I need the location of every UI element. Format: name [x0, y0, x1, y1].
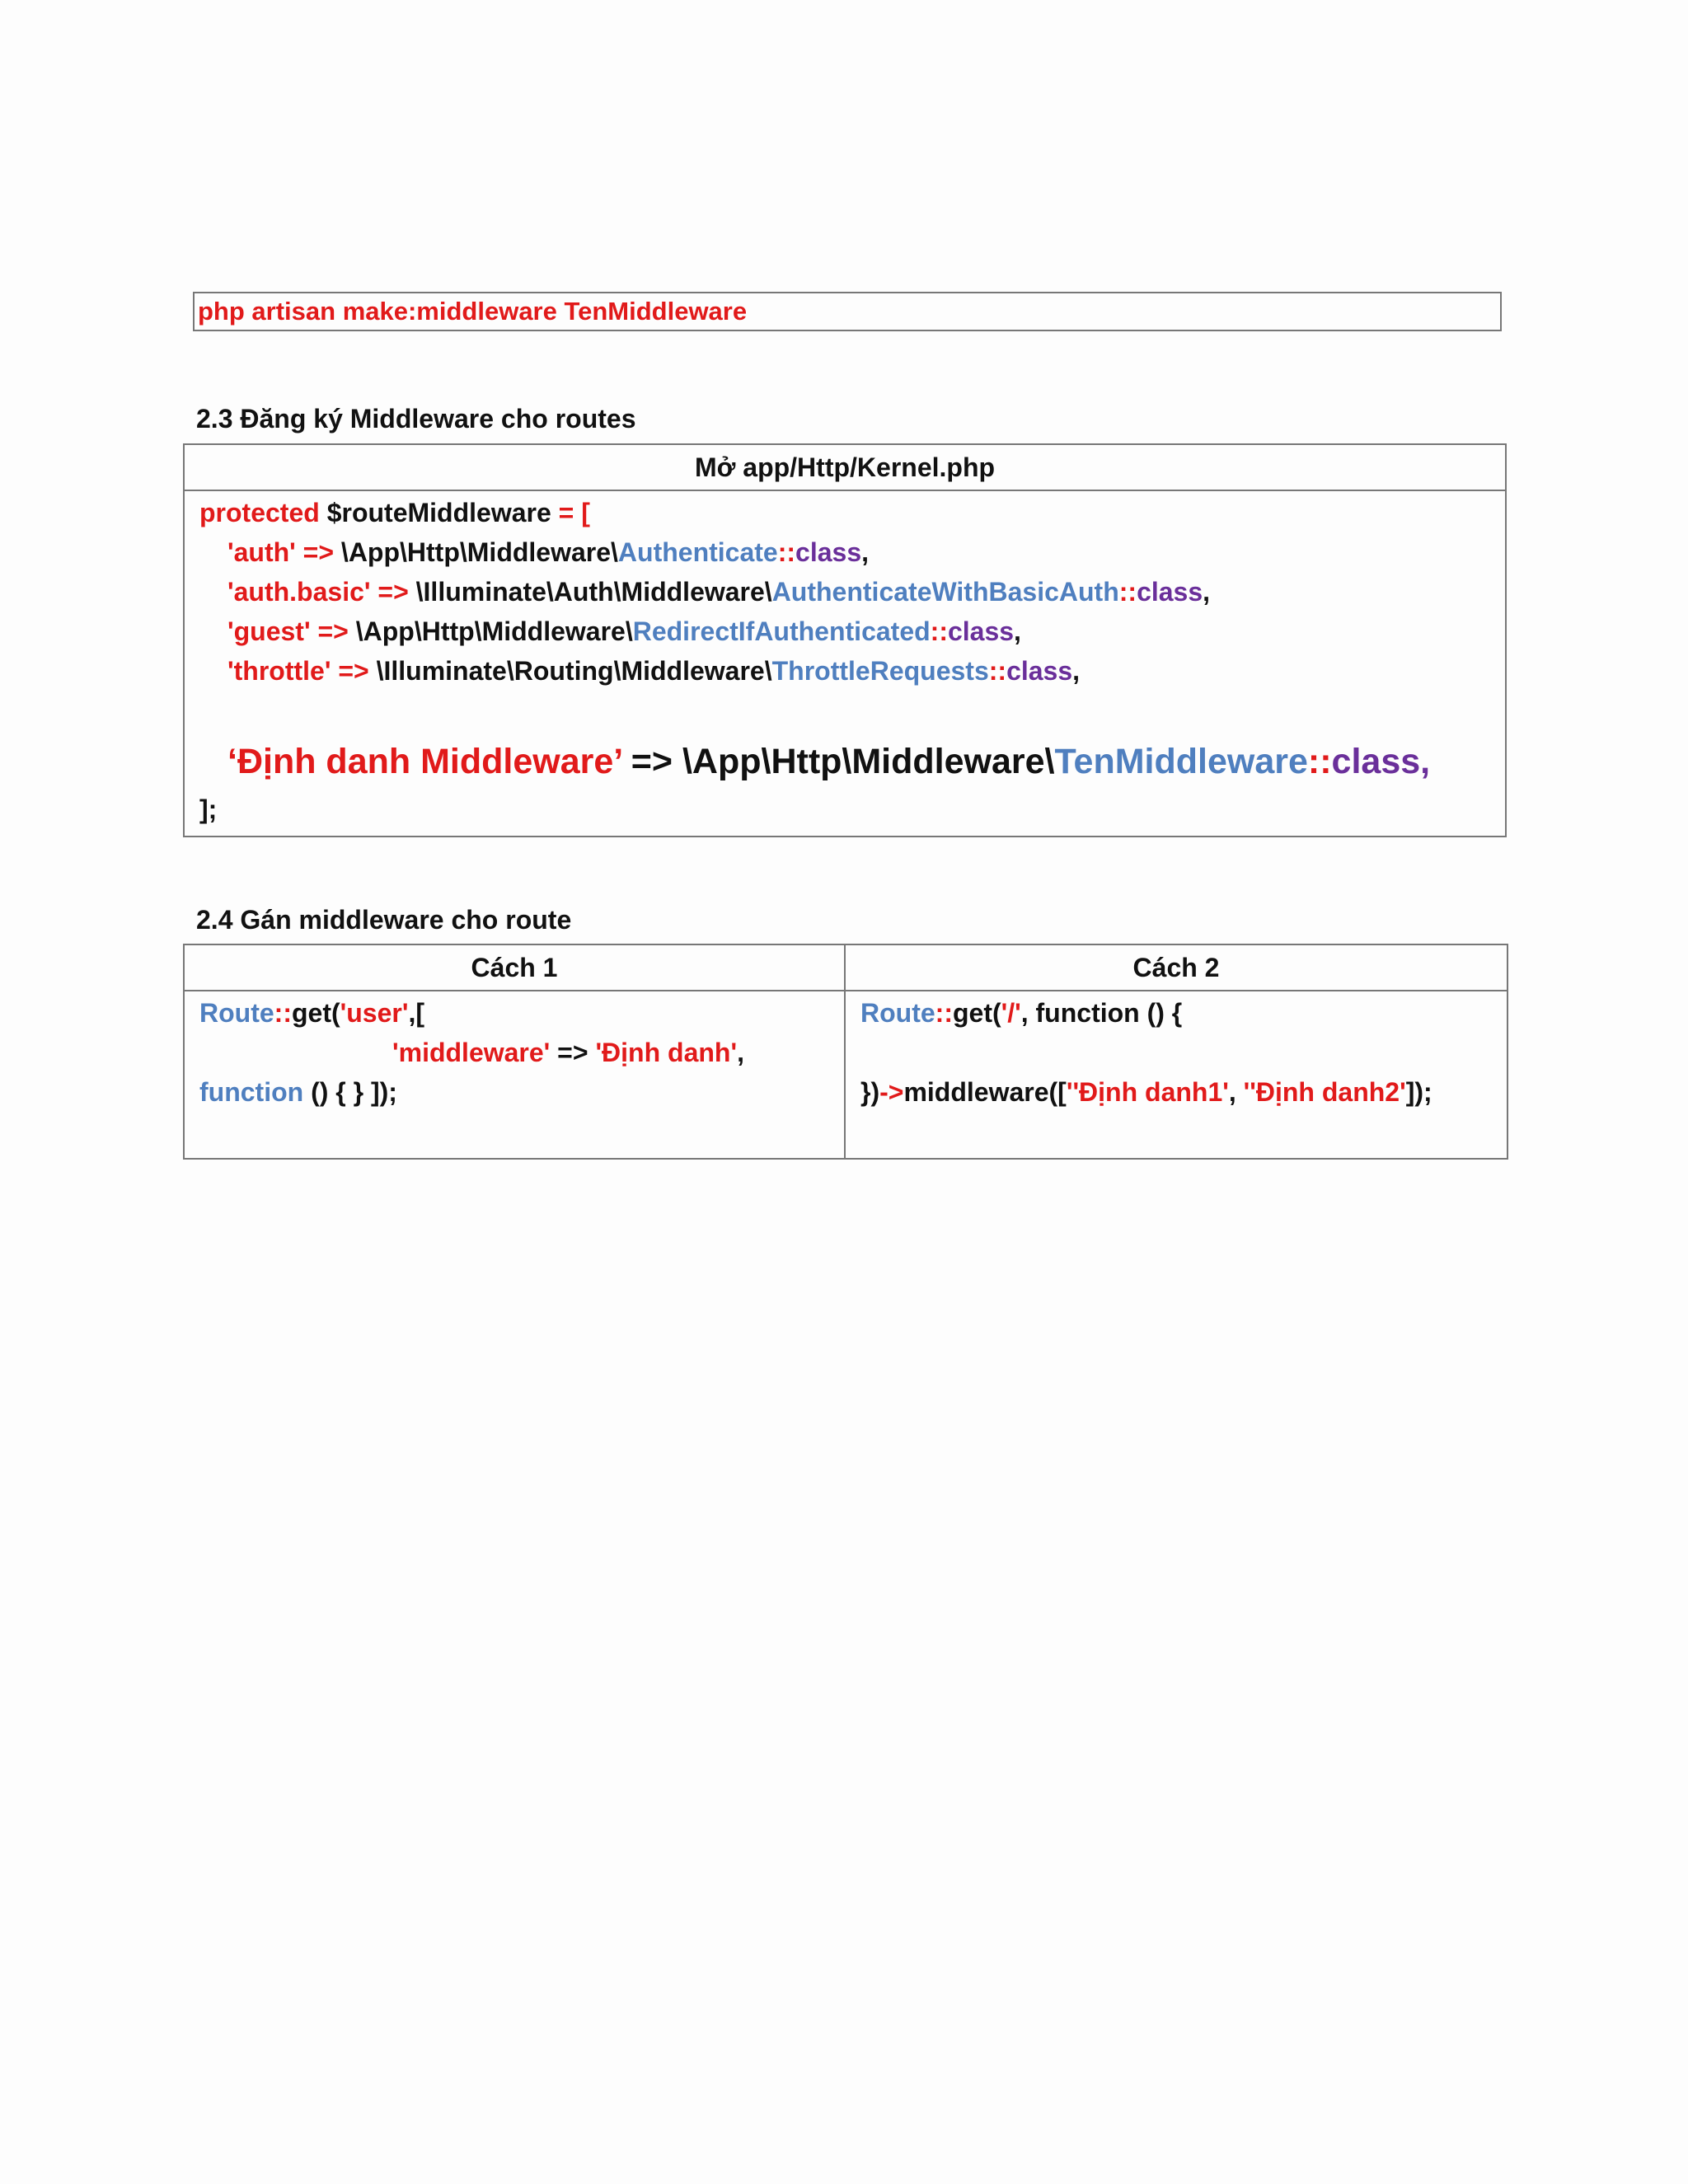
route-middleware-declaration: protected $routeMiddleware = [ [199, 498, 590, 527]
artisan-command: php artisan make:middleware TenMiddleware [198, 297, 748, 326]
cach-1-line-1: Route::get('user',[ [199, 998, 424, 1028]
middleware-entry-guest: 'guest' => \App\Http\Middleware\RedirectIfAuthenticated::class, [227, 616, 1021, 646]
section-heading-2-4: 2.4 Gán middleware cho route [196, 905, 572, 935]
cach-2-code-cell [845, 991, 1507, 1159]
col-header-cach-1: Cách 1 [184, 944, 845, 991]
middleware-entry-throttle: 'throttle' => \Illuminate\Routing\Middleware\ThrottleRequests::class, [227, 656, 1081, 686]
kernel-table-header: Mở app/Http/Kernel.php [184, 444, 1506, 490]
middleware-entry-auth: 'auth' => \App\Http\Middleware\Authenticate::class, [227, 537, 869, 567]
section-heading-2-3: 2.3 Đăng ký Middleware cho routes [196, 404, 636, 434]
array-closing: ]; [199, 794, 218, 824]
middleware-entry-auth-basic: 'auth.basic' => \Illuminate\Auth\Middleware\AuthenticateWithBasicAuth::class, [227, 577, 1211, 607]
cach-1-line-2: 'middleware' => 'Định danh', [392, 1038, 744, 1067]
cach-1-code-cell [184, 991, 845, 1159]
kernel-code-cell [184, 490, 1506, 837]
middleware-entry-custom: ‘Định danh Middleware’ => \App\Http\Middleware\TenMiddleware::class, [227, 742, 1431, 781]
col-header-cach-2: Cách 2 [845, 944, 1507, 991]
cach-1-line-3: function () { } ]); [199, 1077, 397, 1107]
kernel-table [183, 443, 1507, 837]
cach-2-line-1: Route::get('/', function () { [860, 998, 1183, 1028]
cach-2-line-2: })->middleware([''Định danh1', ''Định danh2']); [860, 1077, 1432, 1107]
route-middleware-table [183, 944, 1508, 1160]
artisan-command-box [193, 292, 1502, 331]
